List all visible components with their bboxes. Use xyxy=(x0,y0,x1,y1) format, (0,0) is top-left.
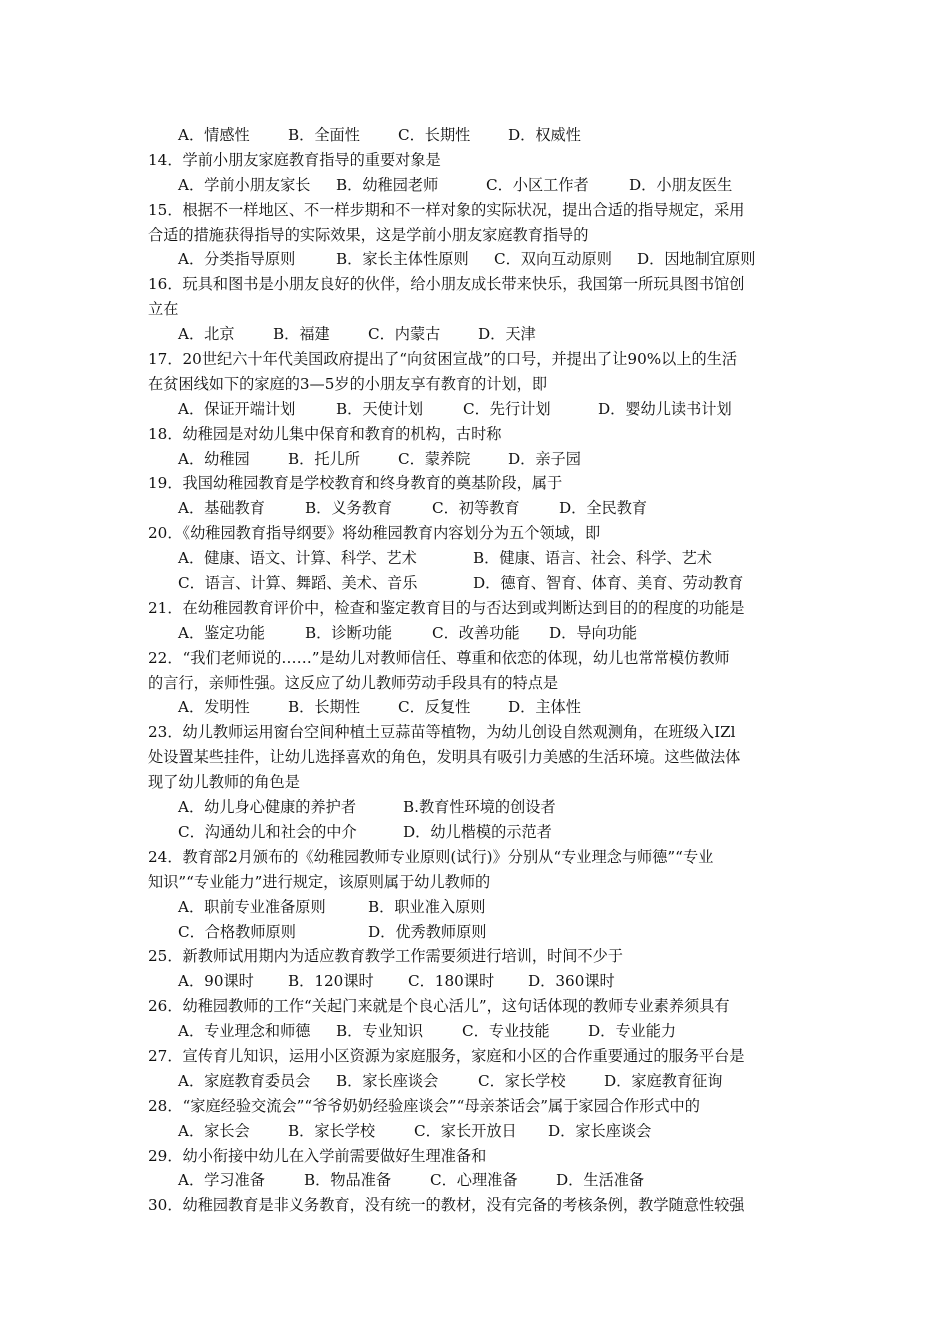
option-b: B．长期性 xyxy=(288,698,360,717)
question-stem: 24．教育部2月颁布的《幼稚园教师专业原则(试行)》分别从“专业理念与师德”“专业 xyxy=(148,847,714,866)
option-row xyxy=(148,123,813,148)
question-17 xyxy=(148,347,813,422)
option-row xyxy=(148,969,813,994)
option-c: C．家长开放日 xyxy=(414,1121,517,1140)
option-b: B．家长座谈会 xyxy=(336,1071,439,1090)
option-b: B．诊断功能 xyxy=(305,623,393,642)
question-25 xyxy=(148,944,813,994)
question-list xyxy=(148,123,813,1218)
option-c: C．小区工作者 xyxy=(486,175,589,194)
option-d: D．专业能力 xyxy=(588,1022,677,1041)
option-row xyxy=(148,173,813,198)
option-row xyxy=(148,795,813,820)
question-15 xyxy=(148,198,813,273)
option-d: D．全民教育 xyxy=(559,499,648,518)
option-a: A．幼儿身心健康的养护者 xyxy=(178,798,357,817)
option-a: A．分类指导原则 xyxy=(178,250,296,269)
question-22 xyxy=(148,646,813,721)
option-c: C．家长学校 xyxy=(478,1071,566,1090)
option-a: A．90课时 xyxy=(178,972,254,991)
question-23 xyxy=(148,720,813,844)
option-a: A．鉴定功能 xyxy=(178,623,265,642)
question-13-tail xyxy=(148,123,813,148)
question-26 xyxy=(148,994,813,1044)
option-b: B．福建 xyxy=(273,325,330,344)
option-row xyxy=(148,447,813,472)
option-row xyxy=(148,397,813,422)
option-b: B．家长主体性原则 xyxy=(336,250,469,269)
question-stem: 22．“我们老师说的……”是幼儿对教师信任、尊重和依恋的体现，幼儿也常常模仿教师 xyxy=(148,648,730,667)
option-row xyxy=(148,1069,813,1094)
question-stem-cont: 合适的措施获得指导的实际效果，这是学前小朋友家庭教育指导的 xyxy=(148,225,589,244)
question-27 xyxy=(148,1044,813,1094)
option-a: A．专业理念和师德 xyxy=(178,1022,311,1041)
option-b: B．托儿所 xyxy=(288,449,360,468)
option-a: A．健康、语文、计算、科学、艺术 xyxy=(178,549,417,568)
option-b: B．健康、语言、社会、科学、艺术 xyxy=(473,549,712,568)
option-d: D．因地制宜原则 xyxy=(637,250,756,269)
option-a: A．北京 xyxy=(178,325,235,344)
question-stem: 30．幼稚园教育是非义务教育，没有统一的教材，没有完备的考核条例，教学随意性较强 xyxy=(148,1196,745,1215)
option-c: C．长期性 xyxy=(398,126,471,144)
option-row xyxy=(148,895,813,920)
option-d: D．婴幼儿读书计划 xyxy=(598,399,732,418)
option-row xyxy=(148,1019,813,1044)
question-stem-cont: 处设置某些挂件，让幼儿选择喜欢的角色，发明具有吸引力美感的生活环境。这些做法体 xyxy=(148,748,741,767)
question-28 xyxy=(148,1094,813,1144)
option-a: A．学前小朋友家长 xyxy=(178,175,311,194)
option-b: B．职业准入原则 xyxy=(368,897,486,916)
question-stem: 19．我国幼稚园教育是学校教育和终身教育的奠基阶段，属于 xyxy=(148,474,563,493)
option-d: D．幼儿楷模的示范者 xyxy=(403,822,552,841)
option-d: D．家庭教育征询 xyxy=(604,1071,723,1090)
option-d: D．家长座谈会 xyxy=(548,1121,652,1140)
question-21 xyxy=(148,596,813,646)
option-d: D．天津 xyxy=(478,325,536,344)
question-stem-cont: 的言行，亲师性强。这反应了幼儿教师劳动手段具有的特点是 xyxy=(148,673,559,692)
question-stem-cont: 知识”“专业能力”进行规定，该原则属于幼儿教师的 xyxy=(148,872,491,891)
option-b: B．物品准备 xyxy=(304,1171,392,1190)
question-stem-cont: 立在 xyxy=(148,300,179,319)
question-14 xyxy=(148,148,813,198)
option-c: C．双向互动原则 xyxy=(494,250,612,269)
option-d: D．权威性 xyxy=(508,126,581,144)
option-b: B．天使计划 xyxy=(336,399,424,418)
question-29 xyxy=(148,1144,813,1194)
option-b: B．幼稚园老师 xyxy=(336,175,439,194)
option-b: B．120课时 xyxy=(288,972,374,991)
option-b: B．家长学校 xyxy=(288,1121,376,1140)
option-d: D．优秀教师原则 xyxy=(368,922,487,941)
option-a: A．情感性 xyxy=(178,126,250,144)
question-stem: 18．幼稚园是对幼儿集中保育和教育的机构，古时称 xyxy=(148,424,502,443)
question-stem: 15．根据不一样地区、不一样步期和不一样对象的实际状况，提出合适的指导规定，采用 xyxy=(148,200,745,219)
option-a: A．家庭教育委员会 xyxy=(178,1071,311,1090)
option-b: B．专业知识 xyxy=(336,1022,424,1041)
option-d: D．德育、智育、体育、美育、劳动教育 xyxy=(473,574,744,593)
option-d: D．导向功能 xyxy=(549,623,638,642)
option-c: C．180课时 xyxy=(408,972,495,991)
option-row xyxy=(148,496,813,521)
question-stem: 14．学前小朋友家庭教育指导的重要对象是 xyxy=(148,150,441,169)
option-d: D．生活准备 xyxy=(556,1171,645,1190)
option-d: D．360课时 xyxy=(528,972,615,991)
option-c: C．初等教育 xyxy=(432,499,520,518)
question-30 xyxy=(148,1193,813,1218)
option-d: D．亲子园 xyxy=(508,449,581,468)
question-16 xyxy=(148,272,813,347)
option-row xyxy=(148,920,813,945)
option-b: B．全面性 xyxy=(288,126,360,144)
option-c: C．合格教师原则 xyxy=(178,922,296,941)
question-stem-cont: 现了幼儿教师的角色是 xyxy=(148,773,300,792)
option-a: A．幼稚园 xyxy=(178,449,250,468)
option-c: C．专业技能 xyxy=(462,1022,550,1041)
question-stem: 23．幼儿教师运用窗台空间种植土豆蒜苗等植物，为幼儿创设自然观测角，在班级入IZl xyxy=(148,723,736,742)
question-19 xyxy=(148,471,813,521)
option-c: C．反复性 xyxy=(398,698,471,717)
question-stem: 28．“家庭经验交流会”“爷爷奶奶经验座谈会”“母亲茶话会”属于家园合作形式中的 xyxy=(148,1096,700,1115)
option-a: A．发明性 xyxy=(178,698,250,717)
option-c: C．语言、计算、舞蹈、美术、音乐 xyxy=(178,574,418,593)
option-row xyxy=(148,546,813,571)
question-stem: 20．《幼稚园教育指导纲要》将幼稚园教育内容划分为五个领域，即 xyxy=(148,524,601,543)
option-a: A．基础教育 xyxy=(178,499,265,518)
question-stem: 29．幼小衔接中幼儿在入学前需要做好生理准备和 xyxy=(148,1146,487,1165)
option-row xyxy=(148,1119,813,1144)
option-c: C．改善功能 xyxy=(432,623,520,642)
option-row xyxy=(148,621,813,646)
option-c: C．沟通幼儿和社会的中介 xyxy=(178,822,357,841)
question-18 xyxy=(148,422,813,472)
question-stem: 21．在幼稚园教育评价中，检查和鉴定教育目的与否达到或判断达到目的的程度的功能是 xyxy=(148,598,745,617)
option-row xyxy=(148,247,813,272)
option-c: C．内蒙古 xyxy=(368,325,441,344)
question-stem: 17．20世纪六十年代美国政府提出了“向贫困宣战”的口号，并提出了让90%以上的生活 xyxy=(148,350,738,369)
question-stem: 27．宣传育儿知识，运用小区资源为家庭服务，家庭和小区的合作重要通过的服务平台是 xyxy=(148,1046,745,1065)
option-d: D．主体性 xyxy=(508,698,581,717)
option-c: C．心理准备 xyxy=(430,1171,518,1190)
question-20 xyxy=(148,521,813,596)
option-row xyxy=(148,1168,813,1193)
option-b: B．义务教育 xyxy=(305,499,393,518)
option-row xyxy=(148,322,813,347)
option-a: A．家长会 xyxy=(178,1121,250,1140)
option-row xyxy=(148,571,813,596)
option-a: A．职前专业准备原则 xyxy=(178,897,326,916)
question-stem: 25．新教师试用期内为适应教育教学工作需要须进行培训，时间不少于 xyxy=(148,947,623,966)
option-d: D．小朋友医生 xyxy=(629,175,733,194)
option-row xyxy=(148,820,813,845)
question-stem: 16．玩具和图书是小朋友良好的伙伴，给小朋友成长带来快乐，我国第一所玩具图书馆创 xyxy=(148,275,745,294)
question-stem: 26．幼稚园教师的工作“关起门来就是个良心活儿”，这句话体现的教师专业素养须具有 xyxy=(148,997,730,1016)
question-24 xyxy=(148,845,813,945)
option-b: B.教育性环境的创设者 xyxy=(403,798,556,817)
option-c: C．先行计划 xyxy=(463,399,551,418)
option-c: C．蒙养院 xyxy=(398,449,471,468)
option-a: A．学习准备 xyxy=(178,1171,265,1190)
question-stem-cont: 在贫困线如下的家庭的3—5岁的小朋友享有教育的计划，即 xyxy=(148,374,548,393)
option-a: A．保证开端计划 xyxy=(178,399,296,418)
option-row xyxy=(148,695,813,720)
